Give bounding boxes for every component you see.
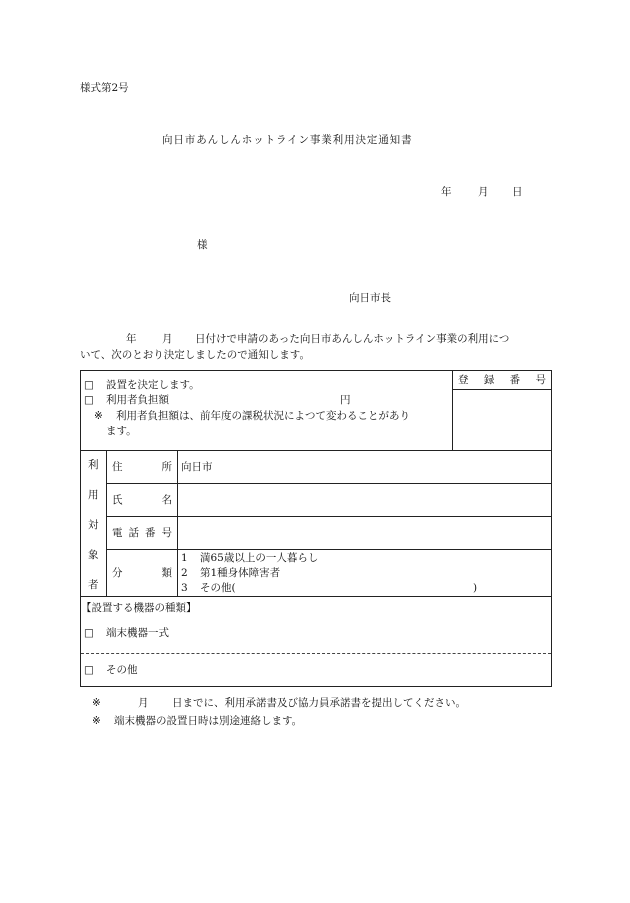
- note-line1: 利用者負担額は、前年度の課税状況によつて変わることがあり: [116, 410, 410, 422]
- terminal-label: 端末機器一式: [106, 627, 169, 639]
- install-label: 設置を決定します。: [106, 379, 200, 391]
- note-line2: ます。: [106, 425, 137, 437]
- footer-mark: ※: [92, 715, 101, 727]
- date-day: 日: [512, 186, 523, 198]
- target-label-char: 者: [88, 579, 99, 591]
- fee-unit: 円: [340, 394, 351, 406]
- other-label: その他: [106, 664, 138, 676]
- target-label-char: 対: [88, 519, 99, 531]
- category-num: 1: [181, 552, 188, 564]
- intro-month: 月: [162, 333, 173, 345]
- registration-number-header: 登 録 番 号: [458, 374, 546, 386]
- category-num: 3: [181, 582, 188, 594]
- equipment-heading: 【設置する機器の種類】: [81, 602, 197, 614]
- checkbox-install[interactable]: □: [84, 379, 94, 391]
- note-mark: ※: [94, 410, 103, 422]
- address-value: 向日市: [181, 461, 213, 473]
- category-item: その他(: [200, 582, 236, 594]
- phone-label: 電 話 番 号: [112, 527, 172, 539]
- date-year: 年: [441, 186, 452, 198]
- target-label-char: 象: [88, 549, 99, 561]
- footer-line2: 端末機器の設置日時は別途連絡します。: [114, 715, 303, 727]
- category-item: 第1種身体障害者: [200, 567, 281, 579]
- footer-line1: 日までに、利用承諾書及び協力員承諾書を提出してください。: [172, 697, 466, 709]
- checkbox-other[interactable]: □: [84, 664, 94, 676]
- intro-line2: いて、次のとおり決定しましたので通知します。: [80, 349, 310, 361]
- checkbox-terminal[interactable]: □: [84, 627, 94, 639]
- address-label: 住 所: [112, 461, 172, 473]
- target-label-char: 用: [88, 489, 99, 501]
- footer-month: 月: [138, 697, 149, 709]
- checkbox-fee[interactable]: □: [84, 394, 94, 406]
- target-label-char: 利: [88, 459, 99, 471]
- fee-label: 利用者負担額: [106, 394, 169, 406]
- name-label: 氏 名: [112, 494, 172, 506]
- page-title: 向日市あんしんホットライン事業利用決定通知書: [162, 134, 413, 146]
- intro-year: 年: [126, 333, 137, 345]
- issuer-name: 向日市長: [349, 292, 391, 304]
- category-item: 満65歳以上の一人暮らし: [200, 552, 319, 564]
- category-label: 分 類: [112, 567, 172, 579]
- form-number: 様式第2号: [80, 82, 129, 94]
- category-close-paren: ): [473, 582, 478, 594]
- date-month: 月: [478, 186, 489, 198]
- footer-mark: ※: [92, 697, 101, 709]
- category-num: 2: [181, 567, 188, 579]
- recipient-suffix: 様: [197, 239, 208, 251]
- intro-line1: 日付けで申請のあった向日市あんしんホットライン事業の利用につ: [195, 333, 510, 345]
